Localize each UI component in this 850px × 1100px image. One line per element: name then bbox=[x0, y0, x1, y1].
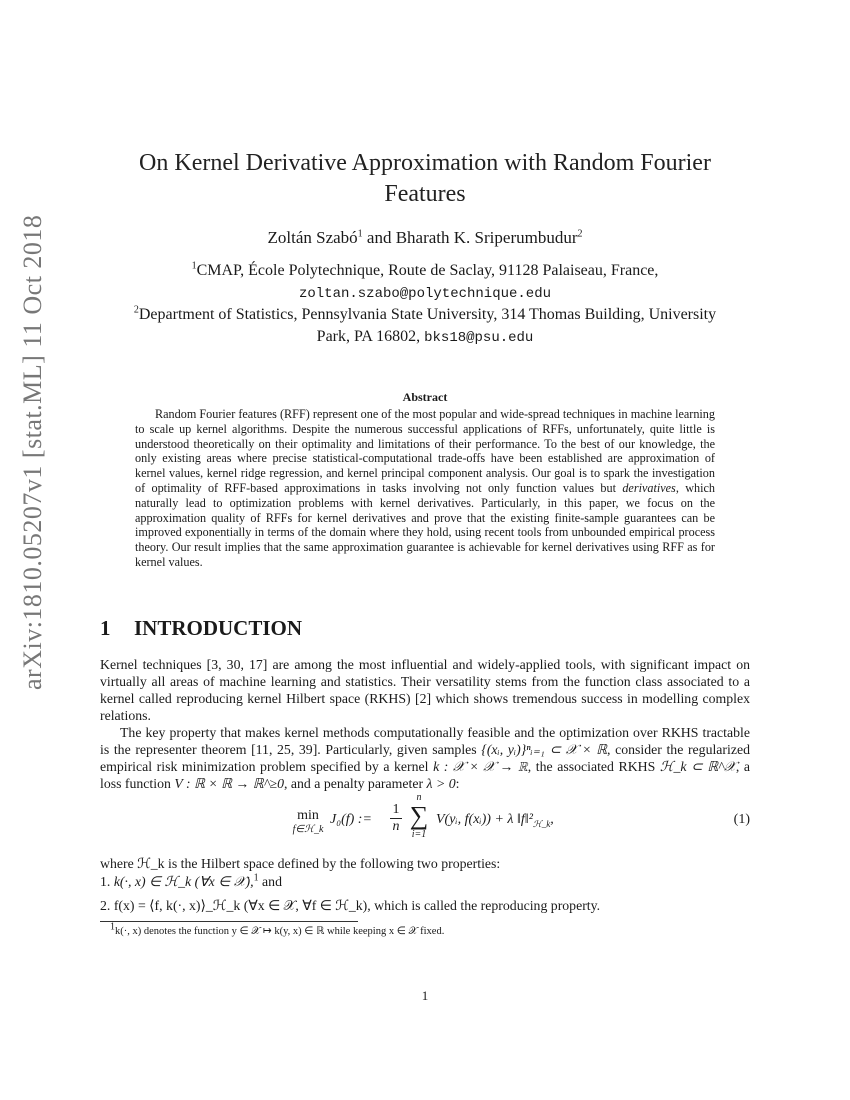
affil-2-mark: 2 bbox=[133, 304, 139, 316]
p2-d: , a loss function bbox=[100, 759, 750, 791]
eq-frac-den: n bbox=[392, 819, 400, 834]
footnote-1 bbox=[110, 921, 750, 938]
eq-rhs-sub: ℋ_k bbox=[532, 818, 551, 829]
p2-samples-math: {(xᵢ, yᵢ)}ⁿᵢ₌₁ ⊂ 𝒳 × ℝ bbox=[481, 742, 608, 757]
equation-number: (1) bbox=[733, 812, 750, 827]
eq-trail: , bbox=[550, 812, 554, 827]
eq-sum-bottom: i=1 bbox=[411, 829, 427, 840]
affil-2-text-1: Department of Statistics, Pennsylvania State University, 314 Thomas Building, University bbox=[138, 306, 717, 323]
affil-1-mark: 1 bbox=[191, 260, 197, 272]
item-1-label: 1. bbox=[100, 874, 111, 889]
authors bbox=[100, 228, 750, 248]
section-title: INTRODUCTION bbox=[134, 616, 303, 640]
eq-sum bbox=[406, 792, 432, 840]
eq-sum-symbol: ∑ bbox=[409, 801, 429, 830]
title-line-2: Features bbox=[384, 181, 466, 207]
abstract-part-1: Random Fourier features (RFF) represent one of the most popular and wide-spread techniques in machine learning to scale up kernel algorithms. Despite the numerous successful applications of RFFs, unfortunately, quite little is understood theoretically on their optimality and limitations of their performance. To the best of our knowledge, the only existing areas where precise statistical-computational trade-offs have been established are approximation of kernel values, kernel ridge regression, and kernel principal component analysis. Our goal is to spark the investigation of optimality of RFF-based approximations in tasks involving not only function values but bbox=[135, 407, 715, 495]
page-number: 1 bbox=[421, 988, 429, 1003]
section-heading bbox=[100, 616, 302, 641]
list-item-1 bbox=[100, 873, 750, 890]
p2-b: , consider the regularized empirical risk minimization problem specified by a kernel bbox=[100, 742, 751, 774]
eq-lhs: J₀(f) := bbox=[330, 812, 372, 827]
abstract-part-2: , which naturally lead to optimization problems with kernel derivatives. Particularly, in this paper, we focus on the approximation quality of RFFs for kernel derivatives and prove that the existing finite-sample guarantees can be improved exponentially in terms of the domain where they hold, using recent tools from unbounded empirical process theory. Our result implies that the same approximation guarantee is achievable for kernel derivatives using RFF as for kernel values. bbox=[135, 480, 715, 569]
abstract-text bbox=[135, 407, 715, 570]
p2-lambda-math: λ > 0 bbox=[426, 776, 456, 791]
equation-1 bbox=[100, 792, 750, 850]
author-1-affil: 1 bbox=[357, 228, 363, 240]
eq-fraction bbox=[390, 802, 402, 835]
footnote-mark: 1 bbox=[110, 921, 115, 933]
item-1-footnote-mark: 1 bbox=[253, 872, 259, 884]
list-item-2 bbox=[100, 897, 750, 914]
footnote-text: k(·, x) denotes the function y ∈ 𝒳 ↦ k(y, x) ∈ ℝ while keeping x ∈ 𝒳 fixed. bbox=[115, 926, 445, 937]
p2-c: , the associated RKHS bbox=[527, 759, 660, 774]
section-number: 1 bbox=[100, 616, 111, 640]
item-1-tail: and bbox=[258, 874, 282, 889]
item-1-text: k(·, x) ∈ ℋ_k (∀x ∈ 𝒳), bbox=[113, 874, 254, 889]
intro-paragraph-2 bbox=[100, 724, 750, 792]
intro-paragraph-1: Kernel techniques [3, 30, 17] are among the most influential and widely-applied tools, with significant impact on virtually all areas of machine learning and statistics. Their versatility stems from the function class associated to a kernel called reproducing kernel Hilbert space (RKHS) [2] which shows tremendous success in modelling complex relations. bbox=[100, 657, 750, 723]
affiliation-1 bbox=[100, 260, 750, 305]
arxiv-identifier: arXiv:1810.05207v1 [stat.ML] 11 Oct 2018 bbox=[18, 214, 47, 690]
email-1: zoltan.szabo@polytechnique.edu bbox=[298, 286, 552, 302]
eq-min-sub: f∈ℋ_k bbox=[292, 824, 324, 835]
eq-min-label: min bbox=[297, 808, 319, 823]
p2-loss-math: V : ℝ × ℝ → ℝ^≥0 bbox=[174, 776, 285, 791]
p2-rkhs-math: ℋ_k ⊂ ℝ^𝒳 bbox=[659, 759, 736, 774]
p2-f: : bbox=[455, 776, 460, 791]
eq-rhs bbox=[436, 812, 554, 830]
affiliation-2 bbox=[100, 304, 750, 349]
title-line-1: On Kernel Derivative Approximation with Random Fourier bbox=[139, 150, 711, 176]
author-2: Bharath K. Sriperumbudur bbox=[395, 228, 578, 247]
p2-e: , and a penalty parameter bbox=[284, 776, 427, 791]
item-2-text: f(x) = ⟨f, k(·, x)⟩_ℋ_k (∀x ∈ 𝒳, ∀f ∈ ℋ_k), which is called the reproducing property. bbox=[113, 898, 601, 913]
p2-a: The key property that makes kernel methods computationally feasible and the optimization over RKHS tractable is the representer theorem [11, 25, 39]. Particularly, given samples bbox=[100, 725, 750, 757]
abstract-heading: Abstract bbox=[402, 390, 448, 404]
eq-frac-num: 1 bbox=[390, 802, 402, 819]
footnote-rule bbox=[100, 921, 358, 922]
affil-1-text: CMAP, École Polytechnique, Route de Saclay, 91128 Palaiseau, France, bbox=[196, 262, 659, 279]
p2-kernel-math: k : 𝒳 × 𝒳 → ℝ bbox=[433, 759, 528, 774]
equation-body bbox=[290, 792, 710, 850]
after-equation-text: where ℋ_k is the Hilbert space defined by the following two properties: bbox=[100, 856, 501, 871]
paper-title bbox=[100, 148, 750, 210]
eq-sum-top: n bbox=[416, 792, 422, 803]
eq-rhs-main: V(yᵢ, f(xᵢ)) + λ ‖f‖² bbox=[436, 812, 533, 827]
eq-min bbox=[290, 808, 326, 835]
author-1: Zoltán Szabó bbox=[267, 228, 358, 247]
author-2-affil: 2 bbox=[577, 228, 583, 240]
email-2: bks18@psu.edu bbox=[424, 330, 534, 346]
author-separator: and bbox=[362, 228, 396, 247]
abstract-emphasis: derivatives bbox=[622, 480, 676, 495]
affil-2-text-2: Park, PA 16802, bbox=[316, 328, 425, 345]
item-2-label: 2. bbox=[100, 898, 111, 913]
